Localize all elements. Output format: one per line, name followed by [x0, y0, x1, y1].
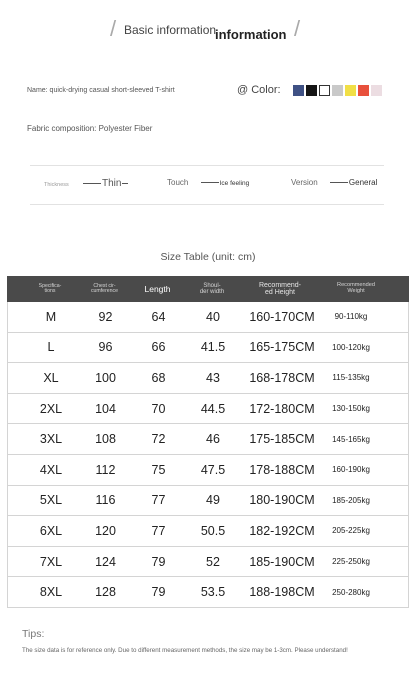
cell-height: 160-170CM [249, 309, 315, 324]
tips-text: The size data is for reference only. Due to different measurement methods, the size may be 1-3cm. Please understand! [22, 647, 348, 654]
table-row [7, 363, 409, 394]
cell-size: 5XL [39, 493, 63, 508]
cell-shoulder: 43 [206, 370, 220, 385]
cell-height: 165-175CM [249, 340, 315, 355]
cell-chest: 116 [95, 493, 116, 508]
cell-shoulder: 49 [206, 493, 220, 508]
cell-shoulder: 52 [206, 554, 220, 569]
color-swatch[interactable] [371, 85, 382, 96]
cell-size: 6XL [39, 523, 63, 538]
cell-height: 185-190CM [249, 554, 315, 569]
table-row [7, 577, 409, 608]
cell-chest: 96 [98, 340, 113, 355]
cell-length: 79 [151, 585, 166, 600]
cell-weight: 100-120kg [332, 342, 370, 352]
cell-size: M [45, 309, 57, 324]
cell-size: 8XL [39, 585, 63, 600]
cell-size: 3XL [39, 432, 63, 447]
version-attribute [291, 178, 377, 187]
table-row [7, 455, 409, 486]
cell-height: 172-180CM [249, 401, 315, 416]
cell-shoulder: 46 [206, 432, 220, 447]
cell-height: 180-190CM [249, 493, 315, 508]
cell-chest: 92 [98, 309, 113, 324]
color-swatch[interactable] [319, 85, 330, 96]
cell-chest: 112 [95, 462, 116, 477]
cell-weight: 225-250kg [332, 557, 370, 567]
cell-length: 68 [151, 370, 166, 385]
table-body [7, 302, 409, 608]
color-swatches [293, 85, 382, 96]
cell-weight: 250-280kg [332, 587, 370, 597]
cell-shoulder: 44.5 [200, 401, 226, 416]
header-title: Basic information [124, 23, 217, 37]
cell-height: 188-198CM [249, 585, 315, 600]
cell-shoulder: 41.5 [200, 340, 226, 355]
header-weight: Recommended Weight [337, 282, 375, 294]
cell-chest: 120 [95, 523, 116, 538]
cell-chest: 128 [95, 585, 116, 600]
cell-length: 75 [151, 462, 166, 477]
cell-weight: 185-205kg [332, 495, 370, 505]
cell-length: 66 [151, 340, 166, 355]
color-swatch[interactable] [293, 85, 304, 96]
table-header-row [7, 276, 409, 302]
table-row [7, 302, 409, 333]
cell-shoulder: 40 [206, 309, 220, 324]
cell-length: 64 [151, 309, 166, 324]
cell-shoulder: 47.5 [200, 462, 226, 477]
cell-height: 175-185CM [249, 432, 315, 447]
cell-weight: 130-150kg [332, 404, 370, 414]
color-swatch[interactable] [358, 85, 369, 96]
cell-size: 4XL [39, 462, 63, 477]
cell-size: 2XL [39, 401, 63, 416]
touch-value: Ice feeling [219, 180, 250, 187]
product-name: Name: quick-drying casual short-sleeved T-shirt [27, 87, 175, 94]
left-slash-decoration: / [110, 16, 117, 41]
cell-weight: 115-135kg [332, 373, 370, 383]
color-label: @ Color: [237, 84, 281, 96]
header-shoulder: Shoul- der width [199, 283, 225, 295]
cell-chest: 104 [95, 401, 116, 416]
cell-height: 168-178CM [249, 370, 315, 385]
cell-length: 70 [151, 401, 166, 416]
table-row [7, 333, 409, 364]
fabric-composition: Fabric composition: Polyester Fiber [27, 124, 153, 133]
header-chest: Chest cir- cumference [90, 282, 119, 294]
table-row [7, 394, 409, 425]
cell-size: 7XL [39, 554, 63, 569]
thickness-value: Thin [102, 178, 122, 189]
table-row [7, 486, 409, 517]
color-swatch[interactable] [332, 85, 343, 96]
cell-size: XL [43, 370, 59, 385]
cell-chest: 124 [95, 554, 116, 569]
touch-key: Touch [167, 178, 189, 187]
color-swatch[interactable] [345, 85, 356, 96]
header-title-emphasis: information [215, 27, 287, 42]
cell-weight: 160-190kg [332, 465, 370, 475]
tips-label: Tips: [22, 628, 45, 640]
right-slash-decoration: / [294, 16, 301, 41]
color-swatch[interactable] [306, 85, 317, 96]
header-specifications: Specifica- tions [38, 282, 62, 294]
size-table [7, 276, 409, 608]
cell-height: 182-192CM [249, 523, 315, 538]
cell-shoulder: 53.5 [200, 585, 226, 600]
cell-weight: 205-225kg [332, 526, 370, 536]
table-row [7, 547, 409, 578]
cell-weight: 90-110kg [334, 312, 368, 322]
cell-length: 79 [151, 554, 166, 569]
cell-length: 77 [151, 493, 166, 508]
cell-chest: 108 [95, 432, 116, 447]
table-row [7, 516, 409, 547]
thickness-attribute [44, 178, 129, 189]
header-length: Length [144, 283, 171, 294]
version-key: Version [291, 178, 318, 187]
table-row [7, 424, 409, 455]
section-header [0, 14, 416, 54]
header-height: Recommend- ed Height [258, 282, 301, 296]
cell-chest: 100 [95, 370, 116, 385]
cell-length: 77 [151, 523, 166, 538]
touch-attribute [167, 178, 249, 187]
thickness-key: Thickness [44, 182, 69, 188]
cell-shoulder: 50.5 [200, 523, 226, 538]
cell-length: 72 [151, 432, 166, 447]
feel-band [30, 165, 384, 205]
cell-size: L [47, 340, 55, 355]
cell-weight: 145-165kg [332, 434, 370, 444]
cell-height: 178-188CM [249, 462, 315, 477]
version-value: General [348, 178, 378, 187]
size-table-title: Size Table (unit: cm) [160, 251, 256, 263]
